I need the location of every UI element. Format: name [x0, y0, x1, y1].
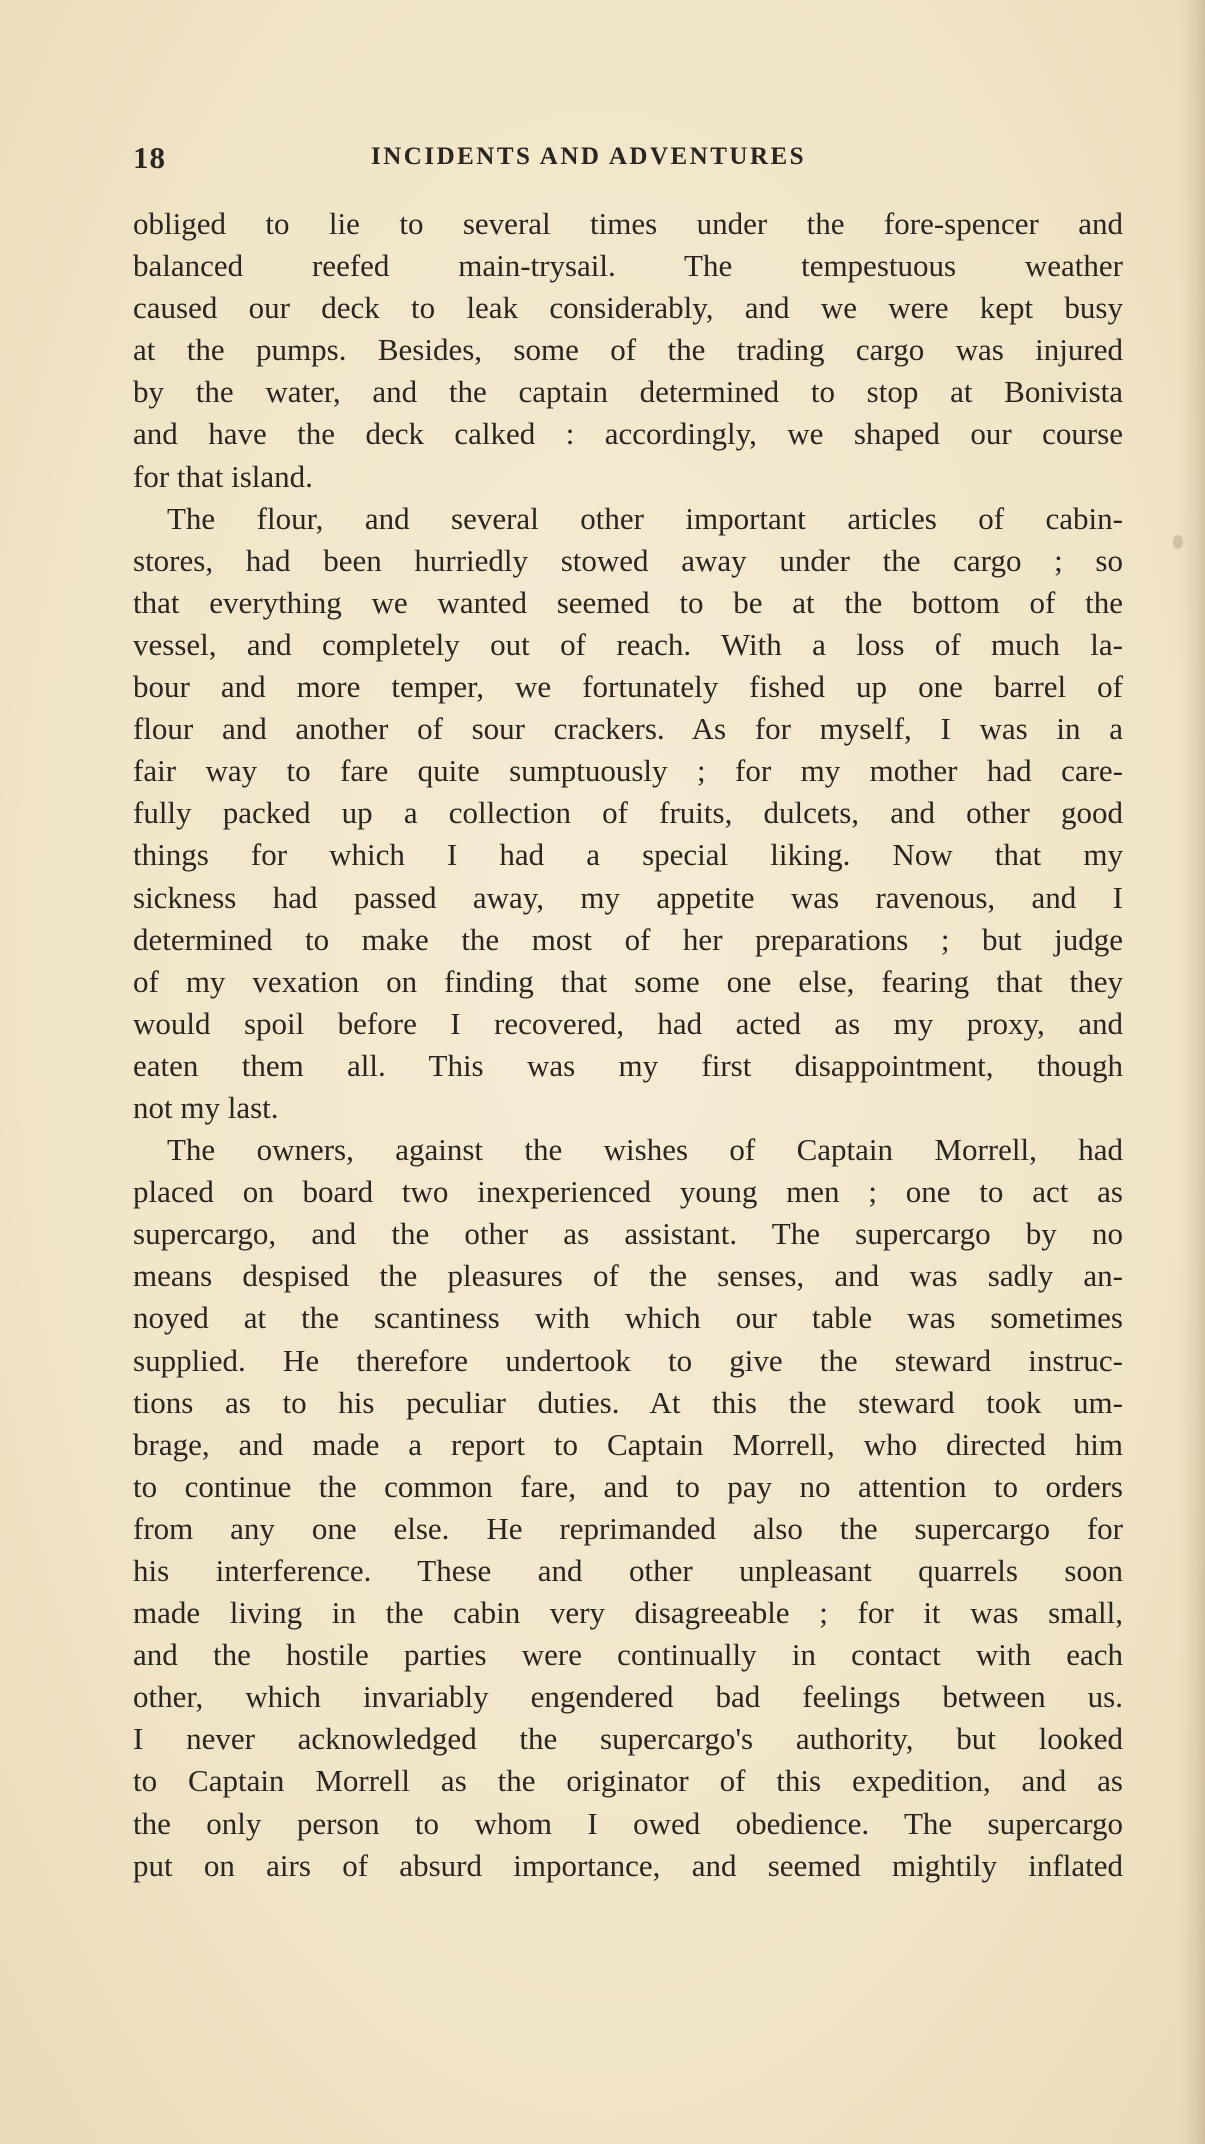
paper-stain — [1173, 535, 1183, 549]
text-line: noyed at the scantiness with which our table was sometimes — [133, 1300, 1123, 1336]
text-line: to continue the common fare, and to pay no attention to orders — [133, 1468, 1123, 1504]
running-head: INCIDENTS AND ADVENTURES — [371, 143, 807, 170]
text-line: put on airs of absurd importance, and seemed mightily inflated — [133, 1847, 1123, 1883]
text-line: supplied. He therefore undertook to give the steward instruc- — [133, 1342, 1123, 1378]
text-line: stores, had been hurriedly stowed away under the cargo ; so — [133, 542, 1123, 578]
page-header — [133, 140, 1135, 180]
text-line: fully packed up a collection of fruits, dulcets, and other good — [133, 795, 1123, 831]
text-line: not my last. — [133, 1089, 279, 1125]
body-text — [133, 203, 1123, 1887]
text-line: means despised the pleasures of the senses, and was sadly an- — [133, 1258, 1123, 1294]
text-line: sickness had passed away, my appetite was ravenous, and I — [133, 879, 1123, 915]
text-line: made living in the cabin very disagreeable ; for it was small, — [133, 1595, 1123, 1631]
text-line: by the water, and the captain determined to stop at Bonivista — [133, 374, 1123, 410]
text-line: things for which I had a special liking. Now that my — [133, 837, 1123, 873]
text-line: would spoil before I recovered, had acted as my proxy, and — [133, 1005, 1123, 1041]
text-line: vessel, and completely out of reach. With a loss of much la- — [133, 626, 1123, 662]
text-line: I never acknowledged the supercargo's authority, but looked — [133, 1721, 1123, 1757]
text-line: that everything we wanted seemed to be at the bottom of the — [133, 584, 1123, 620]
text-line: tions as to his peculiar duties. At this the steward took um- — [133, 1384, 1123, 1420]
text-line: placed on board two inexperienced young men ; one to act as — [133, 1174, 1123, 1210]
paragraph-start: The flour, and several other important articles of cabin- — [167, 500, 1123, 536]
text-line: obliged to lie to several times under the fore-spencer and — [133, 206, 1123, 241]
text-line: determined to make the most of her preparations ; but judge — [133, 921, 1123, 957]
page-gutter-shadow — [1179, 0, 1205, 2144]
text-line: supercargo, and the other as assistant. The supercargo by no — [133, 1216, 1123, 1252]
text-line: at the pumps. Besides, some of the trading cargo was injured — [133, 332, 1123, 368]
text-line: fair way to fare quite sumptuously ; for my mother had care- — [133, 753, 1123, 789]
text-line: and have the deck calked : accordingly, we shaped our course — [133, 416, 1123, 452]
text-line: the only person to whom I owed obedience. The supercargo — [133, 1805, 1123, 1841]
text-line: for that island. — [133, 458, 313, 494]
text-line: balanced reefed main-trysail. The tempestuous weather — [133, 248, 1123, 284]
text-line: flour and another of sour crackers. As for myself, I was in a — [133, 711, 1123, 747]
text-line: caused our deck to leak considerably, and we were kept busy — [133, 290, 1123, 326]
text-line: other, which invariably engendered bad feelings between us. — [133, 1679, 1123, 1715]
text-line: bour and more temper, we fortunately fished up one barrel of — [133, 669, 1123, 705]
page-number: 18 — [133, 140, 166, 175]
text-line: brage, and made a report to Captain Morrell, who directed him — [133, 1426, 1123, 1462]
text-line: his interference. These and other unpleasant quarrels soon — [133, 1553, 1123, 1588]
text-line: of my vexation on finding that some one else, fearing that they — [133, 963, 1123, 999]
text-line: eaten them all. This was my first disappointment, though — [133, 1047, 1123, 1083]
text-line: and the hostile parties were continually in contact with each — [133, 1637, 1123, 1673]
text-line: to Captain Morrell as the originator of this expedition, and as — [133, 1763, 1123, 1799]
text-line: from any one else. He reprimanded also the supercargo for — [133, 1510, 1123, 1546]
paragraph-start: The owners, against the wishes of Captain Morrell, had — [167, 1132, 1123, 1168]
